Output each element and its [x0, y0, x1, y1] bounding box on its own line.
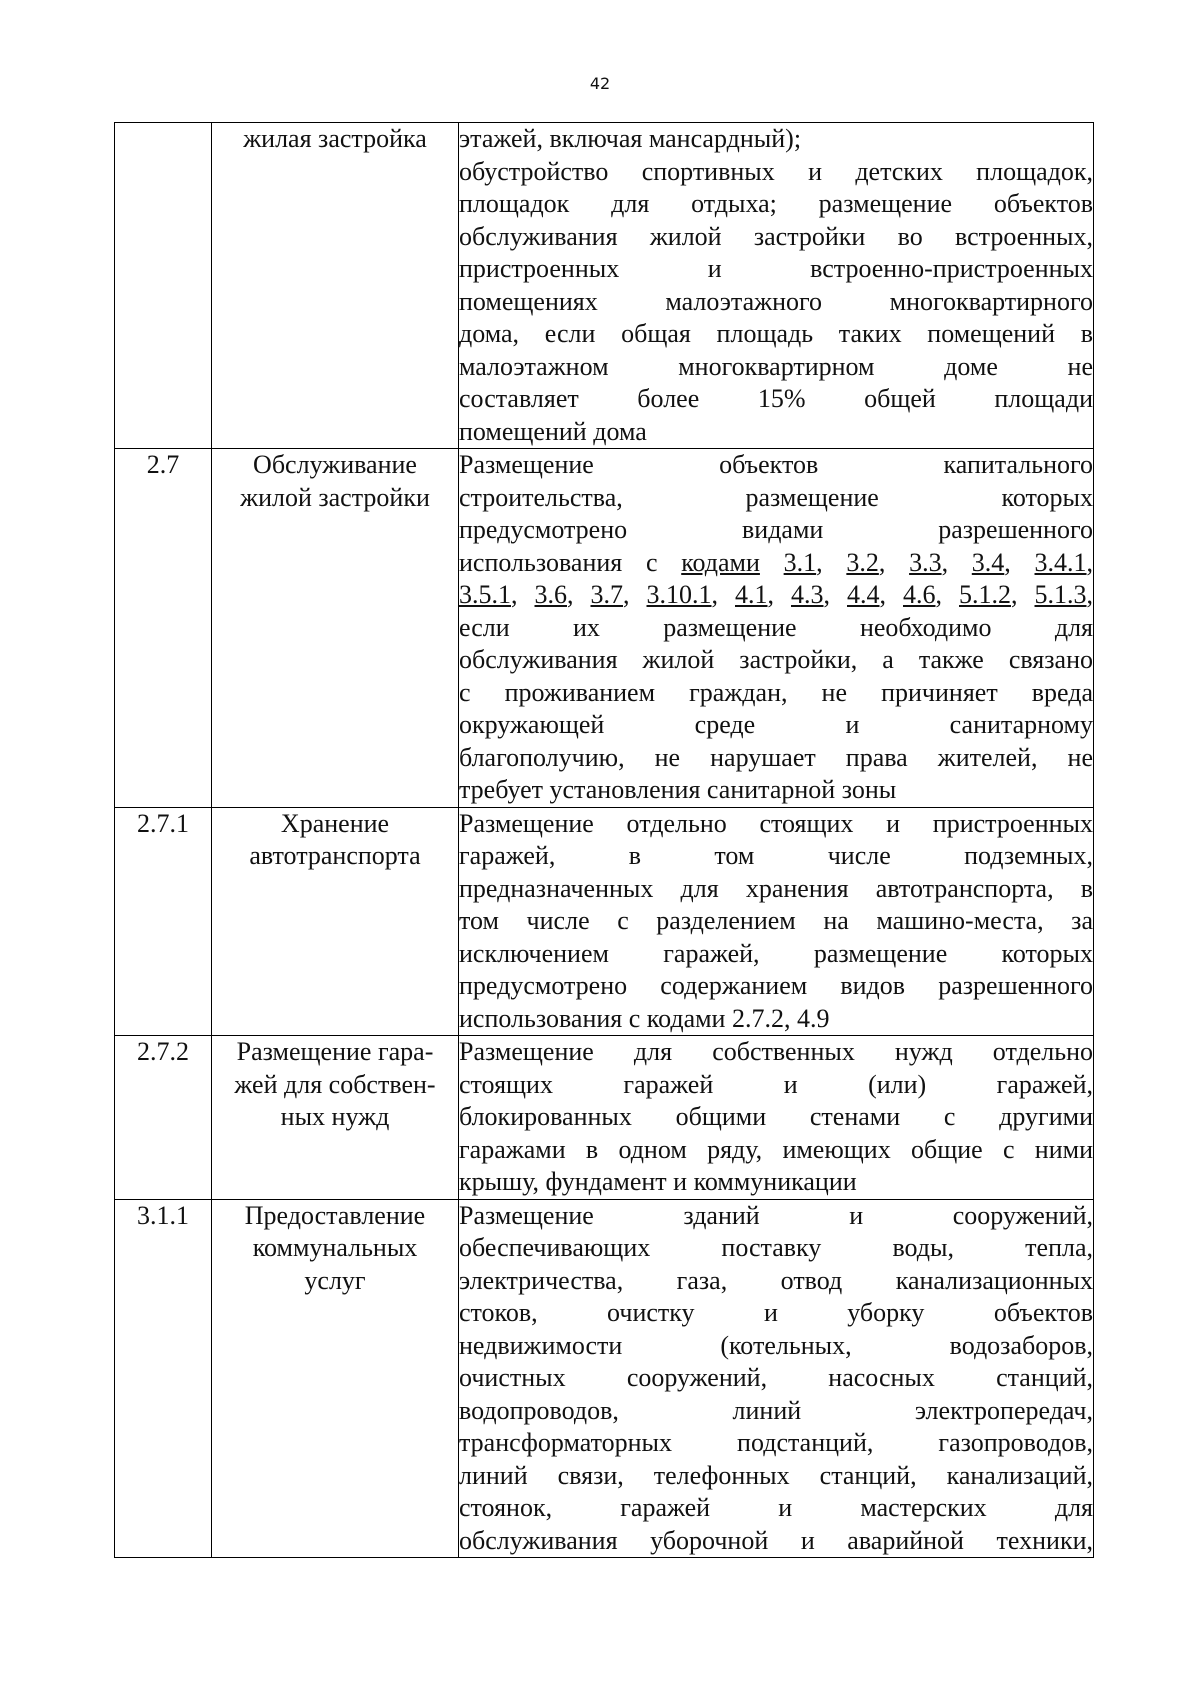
code-reference-link[interactable]: 4.3 — [791, 580, 824, 609]
code-reference-link[interactable]: 3.5.1 — [459, 580, 511, 609]
description-cell — [459, 1199, 1094, 1558]
description-line: обеспечивающих поставку воды, тепла, — [459, 1233, 1093, 1262]
description-line: строительства, размещение которых — [459, 482, 1093, 512]
code-reference-link[interactable]: 3.4 — [971, 547, 1005, 577]
description-line: Размещение отдельно стоящих и пристроенных — [459, 808, 1093, 838]
description-line: 3.5.1, 3.6, 3.7, 3.10.1, 4.1, 4.3, 4.4, 4.6, 5.1.2, 5.1.3, — [459, 580, 1093, 609]
name-cell — [212, 1036, 459, 1200]
description-line: обслуживания жилой застройки, а также связано — [459, 645, 1093, 674]
description-cell — [459, 449, 1094, 808]
description-line: если их размещение необходимо для — [459, 612, 1093, 642]
table-row — [115, 123, 1094, 449]
description-line: обслуживания уборочной и аварийной техники, — [459, 1525, 1093, 1555]
description-line: стоящих гаражей и (или) гаражей, — [459, 1069, 1093, 1099]
name-line: жилой застройки — [240, 482, 430, 512]
description-line: очистных сооружений, насосных станций, — [459, 1363, 1093, 1392]
name-line: коммунальных — [252, 1233, 418, 1262]
name-line: ных нужд — [280, 1102, 390, 1131]
description-line: дома, если общая площадь таких помещений в — [459, 319, 1093, 348]
description-line: пристроенных и встроенно-пристроенных — [459, 254, 1093, 283]
table-row — [115, 807, 1094, 1036]
name-cell — [212, 449, 459, 808]
description-line: Размещение объектов капитального — [459, 450, 1093, 479]
code-cell: 2.7.2 — [115, 1036, 212, 1200]
description-line: водопроводов, линий электропередач, — [459, 1395, 1093, 1425]
code-cell: 3.1.1 — [115, 1199, 212, 1558]
table-row — [115, 1199, 1094, 1558]
code-reference-link[interactable]: 3.10.1 — [646, 580, 712, 609]
description-line: помещений дома — [459, 416, 647, 446]
code-reference-link[interactable]: 3.1 — [783, 547, 817, 577]
table-row — [115, 449, 1094, 808]
description-line: предусмотрено видами разрешенного — [459, 515, 1093, 544]
name-line: автотранспорта — [249, 841, 421, 870]
description-line: благополучию, не нарушает права жителей, не — [459, 742, 1093, 772]
description-line: составляет более 15% общей площади — [459, 384, 1093, 413]
land-use-table — [114, 122, 1094, 1558]
description-line: том числе с разделением на машино-места, за — [459, 906, 1093, 935]
description-line: площадок для отдыха; размещение объектов — [459, 189, 1093, 218]
description-line: предназначенных для хранения автотранспорта, в — [459, 873, 1093, 903]
code-cell: 2.7 — [115, 449, 212, 808]
description-cell — [459, 807, 1094, 1036]
code-reference-link[interactable]: 4.1 — [735, 580, 768, 609]
description-line: исключением гаражей, размещение которых — [459, 938, 1093, 968]
name-line: жилая застройка — [243, 124, 427, 153]
description-line: гаражами в одном ряду, имеющих общие с ними — [459, 1134, 1093, 1164]
description-line: блокированных общими стенами с другими — [459, 1102, 1093, 1131]
name-line: Размещение гара- — [236, 1037, 434, 1066]
description-line: с проживанием граждан, не причиняет вреда — [459, 677, 1093, 707]
name-cell — [212, 123, 459, 449]
code-reference-link[interactable]: 4.4 — [847, 580, 880, 609]
description-line: трансформаторных подстанций, газопроводов, — [459, 1428, 1093, 1457]
description-cell — [459, 123, 1094, 449]
name-cell — [212, 807, 459, 1036]
description-line: обслуживания жилой застройки во встроенных, — [459, 221, 1093, 251]
description-line: малоэтажном многоквартирном доме не — [459, 351, 1093, 381]
description-line: окружающей среде и санитарному — [459, 710, 1093, 739]
description-line: крышу, фундамент и коммуникации — [459, 1167, 857, 1196]
description-line: предусмотрено содержанием видов разрешенного — [459, 971, 1093, 1000]
name-cell — [212, 1199, 459, 1558]
description-line: линий связи, телефонных станций, канализаций, — [459, 1460, 1093, 1490]
page-number: 42 — [589, 74, 611, 93]
code-cell — [115, 123, 212, 449]
description-line: стоков, очистку и уборку объектов — [459, 1298, 1093, 1327]
description-line: использования с кодами 2.7.2, 4.9 — [459, 1003, 830, 1033]
description-line: Размещение зданий и сооружений, — [459, 1200, 1093, 1230]
code-reference-link[interactable]: 3.6 — [534, 580, 567, 609]
name-line: Предоставление — [244, 1200, 426, 1230]
code-reference-link[interactable]: кодами — [681, 547, 760, 577]
code-reference-link[interactable]: 4.6 — [903, 580, 936, 609]
description-line: Размещение для собственных нужд отдельно — [459, 1037, 1093, 1066]
code-reference-link[interactable]: 5.1.2 — [959, 580, 1011, 609]
description-line: стоянок, гаражей и мастерских для — [459, 1493, 1093, 1522]
name-line: жей для собствен- — [234, 1069, 436, 1099]
code-reference-link[interactable]: 3.3 — [909, 547, 942, 577]
name-line: Хранение — [280, 808, 390, 838]
code-reference-link[interactable]: 3.7 — [590, 580, 623, 609]
description-line: электричества, газа, отвод канализационных — [459, 1265, 1093, 1295]
name-line: Обслуживание — [253, 450, 417, 479]
code-reference-link[interactable]: 5.1.3 — [1034, 580, 1087, 609]
description-cell — [459, 1036, 1094, 1200]
description-line: требует установления санитарной зоны — [459, 775, 897, 804]
description-line: недвижимости (котельных, водозаборов, — [459, 1330, 1093, 1360]
description-line: помещениях малоэтажного многоквартирного — [459, 286, 1093, 316]
table-row — [115, 1036, 1094, 1200]
description-line: гаражей, в том числе подземных, — [459, 841, 1093, 870]
description-line: обустройство спортивных и детских площадок, — [459, 156, 1093, 186]
code-cell: 2.7.1 — [115, 807, 212, 1036]
code-reference-link[interactable]: 3.4.1 — [1034, 547, 1087, 577]
name-line: услуг — [304, 1265, 366, 1295]
code-reference-link[interactable]: 3.2 — [846, 547, 879, 577]
description-line: этажей, включая мансардный); — [459, 124, 802, 153]
description-line: использования с кодами 3.1, 3.2, 3.3, 3.4, 3.4.1, — [459, 547, 1094, 577]
